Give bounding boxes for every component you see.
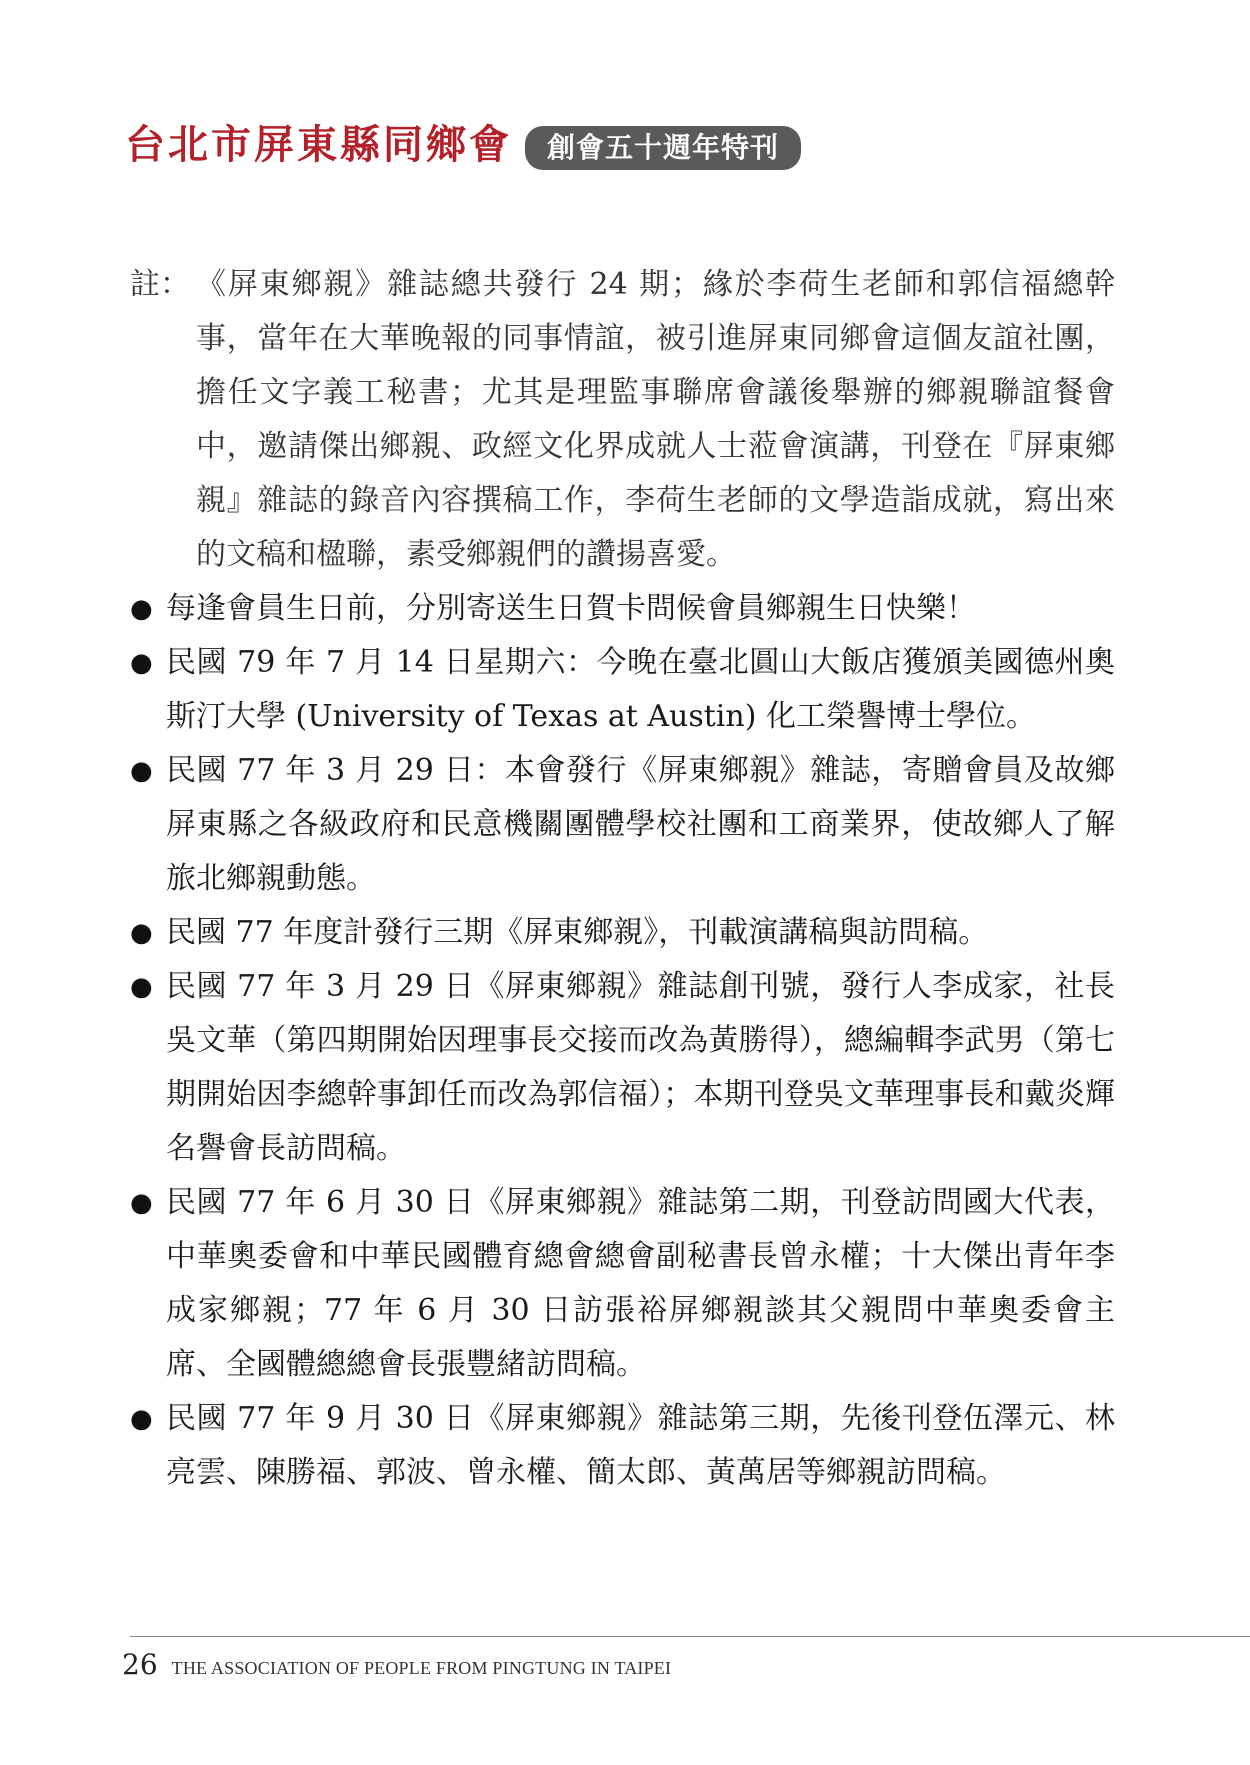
publication-name: THE ASSOCIATION OF PEOPLE FROM PINGTUNG IN TAIPEI — [171, 1658, 672, 1678]
page-header — [125, 118, 1125, 178]
bullet-icon: ● — [130, 918, 153, 948]
list-item — [130, 744, 1115, 906]
footer-divider — [130, 1636, 1250, 1637]
bullet-icon: ● — [130, 1188, 153, 1218]
bullet-icon: ● — [130, 648, 153, 678]
footnote-text: 《屏東鄉親》雜誌總共發行 24 期；緣於李荷生老師和郭信福總幹事，當年在大華晚報的同事情誼，被引進屏東同鄉會這個友誼社團，擔任文字義工秘書；尤其是理監事聯席會議後舉辦的鄉親聯誼餐會中，邀請傑出鄉親、政經文化界成就人士蒞會演講，刊登在『屏東鄉親』雜誌的錄音內容撰稿工作，李荷生老師的文學造詣成就，寫出來的文稿和楹聯，素受鄉親們的讚揚喜愛。 — [196, 267, 1115, 572]
list-item-text: 民國 77 年 3 月 29 日《屏東鄉親》雜誌創刊號，發行人李成家，社長吳文華（第四期開始因理事長交接而改為黃勝得），總編輯李武男（第七期開始因李總幹事卸任而改為郭信福）；本期刊登吳文華理事長和戴炎輝名譽會長訪問稿。 — [166, 969, 1115, 1166]
page-number: 26 — [122, 1648, 158, 1681]
issue-badge: 創會五十週年特刊 — [525, 126, 801, 170]
bullet-icon: ● — [130, 756, 153, 786]
page-footer — [122, 1648, 671, 1688]
list-item — [130, 960, 1115, 1176]
bullet-icon: ● — [130, 594, 153, 624]
list-item-text: 民國 77 年度計發行三期《屏東鄉親》，刊載演講稿與訪問稿。 — [166, 915, 989, 950]
list-item-text: 民國 79 年 7 月 14 日星期六：今晚在臺北圓山大飯店獲頒美國德州奧斯汀大學 (University of Texas at Austin) 化工榮譽博士學位。 — [166, 645, 1115, 734]
bullet-icon: ● — [130, 1404, 153, 1434]
list-item-text: 民國 77 年 9 月 30 日《屏東鄉親》雜誌第三期，先後刊登伍澤元、林亮雲、陳勝福、郭波、曾永權、簡太郎、黃萬居等鄉親訪問稿。 — [166, 1401, 1115, 1490]
list-item-text: 每逢會員生日前，分別寄送生日賀卡問候會員鄉親生日快樂！ — [166, 591, 976, 626]
bullet-list — [130, 582, 1115, 1500]
footnote-prefix: 註： — [130, 267, 190, 302]
article-body — [130, 258, 1115, 1500]
list-item — [130, 906, 1115, 960]
bullet-icon: ● — [130, 972, 153, 1002]
list-item — [130, 582, 1115, 636]
list-item-text: 民國 77 年 6 月 30 日《屏東鄉親》雜誌第二期，刊登訪問國大代表，中華奧委會和中華民國體育總會總會副秘書長曾永權；十大傑出青年李成家鄉親；77 年 6 月 30 日訪張裕屏鄉親談其父親問中華奧委會主席、全國體總總會長張豐緒訪問稿。 — [166, 1185, 1115, 1382]
list-item — [130, 636, 1115, 744]
list-item — [130, 1176, 1115, 1392]
list-item-text: 民國 77 年 3 月 29 日：本會發行《屏東鄉親》雜誌，寄贈會員及故鄉屏東縣之各級政府和民意機關團體學校社團和工商業界，使故鄉人了解旅北鄉親動態。 — [166, 753, 1115, 896]
association-title: 台北市屏東縣同鄉會 — [125, 121, 512, 168]
list-item — [130, 1392, 1115, 1500]
footnote — [130, 258, 1115, 582]
